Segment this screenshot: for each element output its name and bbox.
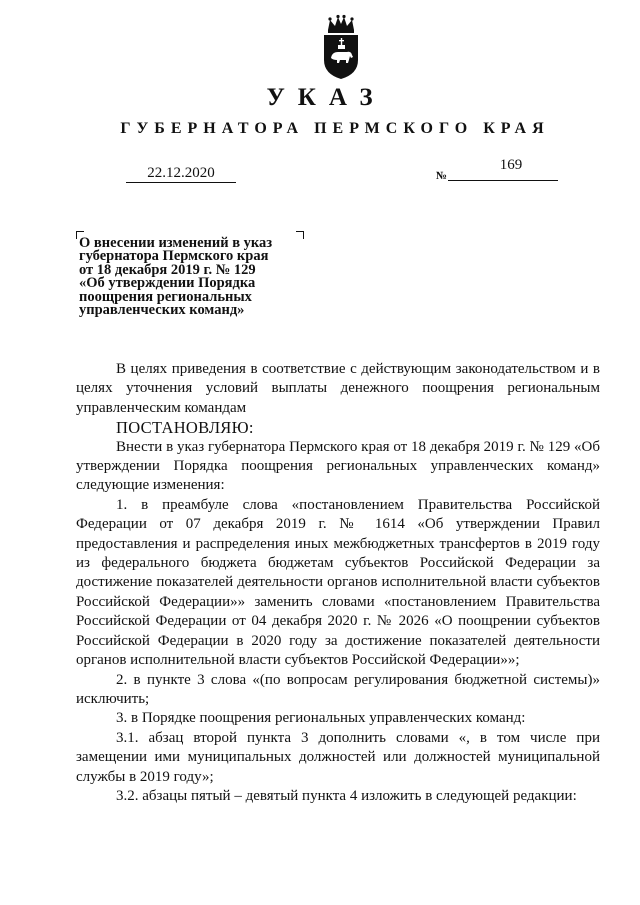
item-2-paragraph: 2. в пункте 3 слова «(по вопросам регулирования бюджетной системы)» исключить; — [76, 671, 600, 707]
decree-body — [76, 360, 600, 806]
document-title: УКАЗ — [266, 84, 386, 111]
intro-paragraph: Внести в указ губернатора Пермского края от 18 декабря 2019 г. № 129 «Об утверждении Порядка поощрения региональных управленческих команд» следующие изменения: — [76, 438, 600, 494]
subject-line: О внесении изменений в указ — [79, 235, 273, 251]
decree-word: ПОСТАНОВЛЯЮ: — [116, 418, 254, 438]
decree-number: 169 — [499, 157, 523, 173]
number-sign: № — [436, 170, 448, 182]
item-3-2-paragraph: 3.2. абзацы пятый – девятый пункта 4 изложить в следующей редакции: — [116, 787, 577, 804]
preamble-paragraph: В целях приведения в соответствие с действующим законодательством и в целях уточнения условий выплаты денежного поощрения региональным управленческим командам — [76, 361, 600, 416]
decree-subject — [79, 237, 309, 317]
subject-line: поощрения региональных — [79, 288, 252, 305]
subject-line: от 18 декабря 2019 г. № 129 — [79, 261, 256, 278]
item-3-paragraph: 3. в Порядке поощрения региональных управленческих команд: — [116, 710, 526, 727]
subject-line: управленческих команд» — [79, 302, 245, 319]
item-1-paragraph: 1. в преамбуле слова «постановлением Правительства Российской Федерации от 07 декабря 2019 г. № 1614 «Об утверждении Правил предоставления и распределения иных межбюджетных трансфертов в 2019 году из федерального бюджета бюджетам субъектов Российской Федерации за достижение показателей деятельности органов исполнительной власти субъектов Российской Федерации»» заменить словами «постановлением Правительства Российской Федерации от 04 декабря 2020 г. № 2026 «О поощрении субъектов Российской Федерации в 2020 году за достижение показателей деятельности органов исполнительной власти субъектов Российской Федерации»»; — [76, 496, 600, 669]
issuer-title: ГУБЕРНАТОРА ПЕРМСКОГО КРАЯ — [120, 120, 550, 137]
item-3-1-paragraph: 3.1. абзац второй пункта 3 дополнить словами «, в том числе при замещении ими муниципальных должностей или должностей муниципальной службы в 2019 году»; — [76, 729, 600, 785]
decree-number-field — [448, 158, 558, 181]
subject-line: губернатора Пермского края — [79, 248, 269, 265]
subject-line: «Об утверждении Порядка — [79, 275, 256, 292]
decree-date: 22.12.2020 — [126, 164, 236, 183]
perm-krai-coat-of-arms-icon — [318, 14, 364, 80]
